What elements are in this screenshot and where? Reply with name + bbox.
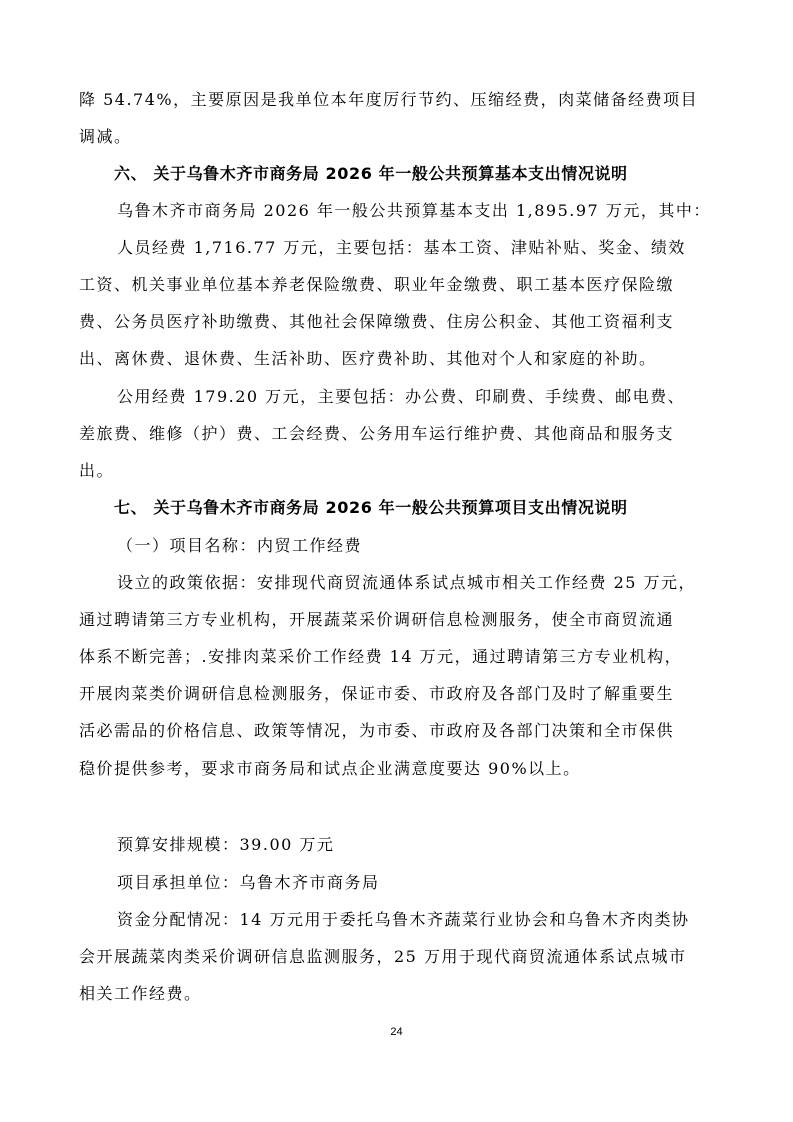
policy-line-2: 通过聘请第三方专业机构，开展蔬菜采价调研信息检测服务，使全市商贸流通 xyxy=(79,610,675,629)
personnel-line-3: 费、公务员医疗补助缴费、其他社会保障缴费、住房公积金、其他工资福利支 xyxy=(79,312,675,331)
section-6-heading: 六、 关于乌鲁木齐市商务局 2026 年一般公共预算基本支出情况说明 xyxy=(114,164,628,183)
continuation-line-1: 降 54.74%，主要原因是我单位本年度厉行节约、压缩经费，肉菜储备经费项目 xyxy=(79,90,699,109)
continuation-line-2: 调减。 xyxy=(79,127,132,146)
policy-line-1: 设立的政策依据：安排现代商贸流通体系试点城市相关工作经费 25 万元， xyxy=(117,573,697,592)
responsible-unit: 项目承担单位：乌鲁木齐市商务局 xyxy=(117,873,380,892)
allocation-line-3: 相关工作经费。 xyxy=(79,984,202,1003)
page-number: 24 xyxy=(390,1026,403,1038)
section-6-summary: 乌鲁木齐市商务局 2026 年一般公共预算基本支出 1,895.97 万元，其中： xyxy=(117,201,711,220)
public-line-2: 差旅费、维修（护）费、工会经费、公务用车运行维护费、其他商品和服务支 xyxy=(79,424,675,443)
personnel-line-4: 出、离休费、退休费、生活补助、医疗费补助、其他对个人和家庭的补助。 xyxy=(79,349,657,368)
policy-line-4: 开展肉菜类价调研信息检测服务，保证市委、市政府及各部门及时了解重要生 xyxy=(79,684,675,703)
allocation-line-2: 会开展蔬菜肉类采价调研信息监测服务，25 万用于现代商贸流通体系试点城市 xyxy=(79,947,687,966)
public-line-3: 出。 xyxy=(79,461,115,480)
public-line-1: 公用经费 179.20 万元，主要包括：办公费、印刷费、手续费、邮电费、 xyxy=(117,387,686,406)
project-item-title: （一）项目名称：内贸工作经费 xyxy=(117,536,363,555)
personnel-line-1: 人员经费 1,716.77 万元，主要包括：基本工资、津贴补贴、奖金、绩效 xyxy=(117,238,686,257)
section-7-heading: 七、 关于乌鲁木齐市商务局 2026 年一般公共预算项目支出情况说明 xyxy=(114,498,628,517)
allocation-line-1: 资金分配情况：14 万元用于委托乌鲁木齐蔬菜行业协会和乌鲁木齐肉类协 xyxy=(117,910,690,929)
personnel-line-2: 工资、机关事业单位基本养老保险缴费、职业年金缴费、职工基本医疗保险缴 xyxy=(79,275,675,294)
policy-line-6: 稳价提供参考，要求市商务局和试点企业满意度要达 90%以上。 xyxy=(79,759,581,778)
budget-scale: 预算安排规模：39.00 万元 xyxy=(117,835,335,854)
policy-line-5: 活必需品的价格信息、政策等情况，为市委、市政府及各部门决策和全市保供 xyxy=(79,721,675,740)
policy-line-3: 体系不断完善；.安排肉菜采价工作经费 14 万元，通过聘请第三方专业机构， xyxy=(79,647,683,666)
